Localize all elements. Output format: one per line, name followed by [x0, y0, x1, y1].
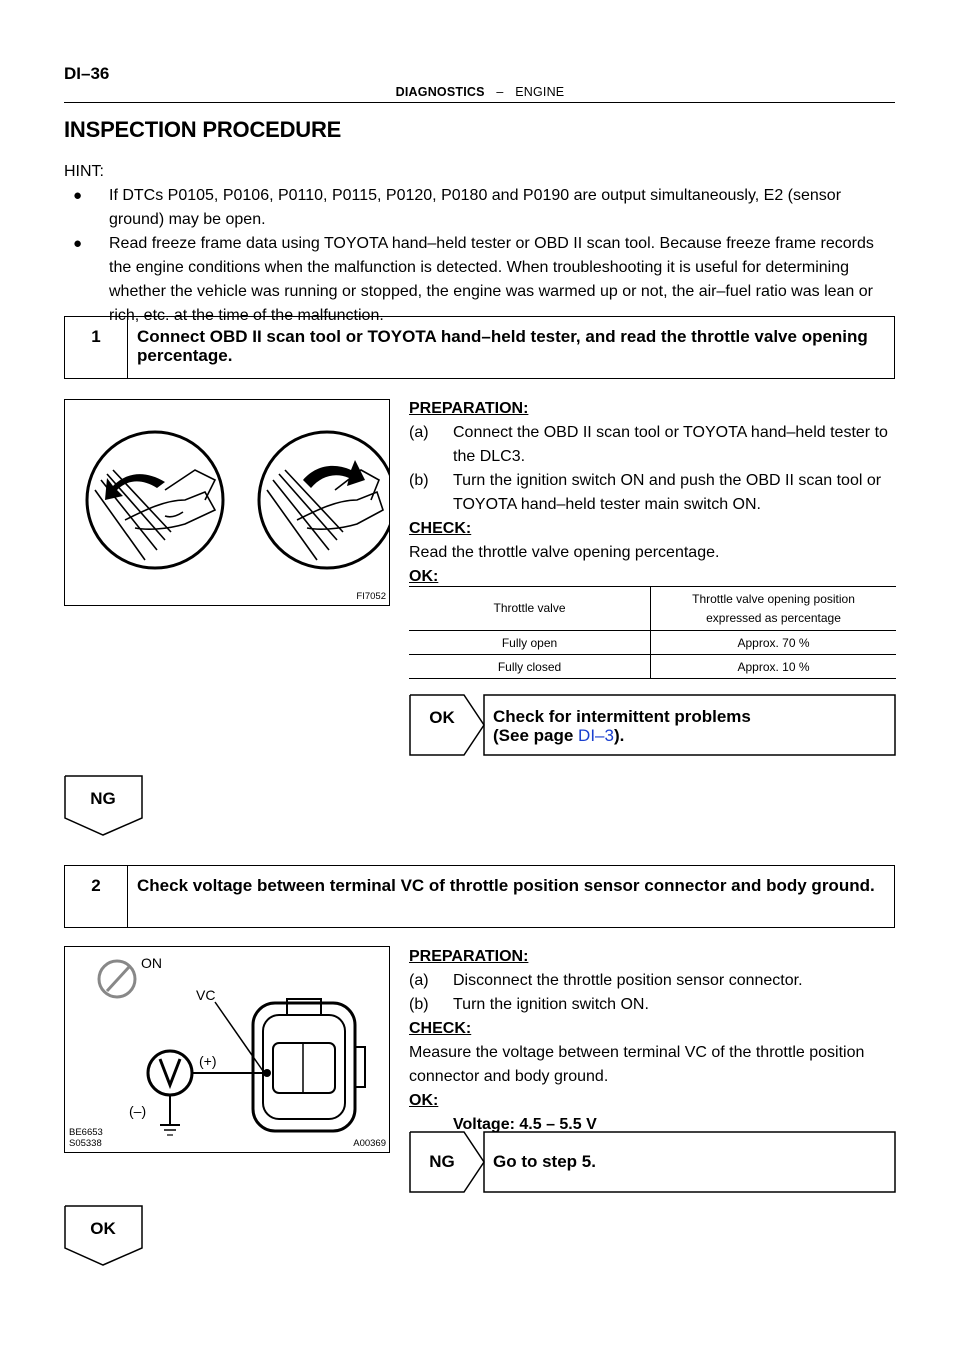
page-number: DI–36: [64, 64, 110, 83]
section-name: DIAGNOSTICS: [395, 85, 485, 99]
flow-label: OK: [90, 1219, 116, 1238]
table-cell: Fully closed: [409, 655, 651, 679]
pedal-figure: [64, 399, 390, 606]
check-text: Read the throttle valve opening percentage.: [409, 544, 720, 561]
bullet-icon: ●: [73, 235, 83, 252]
preparation-label: PREPARATION:: [409, 400, 529, 417]
subsection-name: ENGINE: [515, 85, 565, 99]
voltage-figure: [64, 946, 390, 1153]
accelerator-pedal-illustration: [65, 400, 389, 605]
step-number: 1: [65, 317, 128, 378]
table-header-row: [409, 587, 896, 631]
step-2-header: [64, 865, 895, 928]
figure-code: S05338: [69, 1138, 102, 1149]
on-label: ON: [141, 955, 162, 971]
prep-item: (a) Connect the OBD II scan tool or TOYOTA hand–held tester to the DLC3.: [409, 424, 888, 465]
table-row: [409, 631, 896, 655]
page-title: INSPECTION PROCEDURE: [64, 117, 342, 142]
plus-label: (+): [199, 1053, 217, 1069]
table-cell: Fully open: [409, 631, 651, 655]
ok-value: Voltage: 4.5 – 5.5 V: [453, 1116, 597, 1133]
result-arrow-frame: [409, 1131, 897, 1194]
table-cell: Approx. 10 %: [651, 655, 897, 679]
hint-list: [64, 184, 896, 328]
prep-item: (b) Turn the ignition switch ON and push the OBD II scan tool or TOYOTA hand–held tester main switch ON.: [409, 472, 882, 513]
step-number: 2: [65, 866, 128, 927]
flow-label: NG: [90, 789, 116, 808]
check-text: Measure the voltage between terminal VC of the throttle position connector and body ground.: [409, 1044, 865, 1085]
result-label: OK: [429, 708, 455, 727]
ok-flow-arrow: [64, 1205, 144, 1267]
minus-label: (–): [129, 1103, 147, 1119]
figure-code: FI7052: [356, 591, 386, 602]
preparation-label: PREPARATION:: [409, 948, 529, 965]
figure-code: A00369: [353, 1138, 386, 1149]
header-rule: [64, 102, 895, 103]
result-label: NG: [429, 1152, 455, 1171]
table-header-cell: Throttle valve: [409, 587, 651, 631]
prep-item: (a) Disconnect the throttle position sensor connector.: [409, 972, 803, 989]
ok-result-box: [409, 694, 897, 757]
check-label: CHECK:: [409, 1020, 472, 1037]
prep-item: (b) Turn the ignition switch ON.: [409, 996, 649, 1013]
ok-label: OK:: [409, 1092, 439, 1109]
hint-item: ● Read freeze frame data using TOYOTA hand–held tester or OBD II scan tool. Because freeze frame records the engine conditions when the malfunction is detected. When troubleshooting it is useful for determining whether the vehicle was running or stopped, the engine was warmed up or not, the air–fuel ratio was lean or rich, etc. at the time of the malfunction.: [64, 232, 896, 328]
section-header: [0, 85, 960, 99]
bullet-icon: ●: [73, 187, 83, 204]
table-header-cell: Throttle valve opening position expressed as percentage: [651, 587, 897, 631]
ok-label: OK:: [409, 568, 439, 585]
section-separator: –: [496, 85, 504, 99]
step-1-details: [409, 397, 895, 589]
step-title: Check voltage between terminal VC of throttle position sensor connector and body ground.: [137, 876, 875, 895]
step-1-header: [64, 316, 895, 379]
check-label: CHECK:: [409, 520, 472, 537]
ok-table: [409, 586, 896, 679]
table-row: [409, 655, 896, 679]
step-2-details: [409, 945, 895, 1137]
table-cell: Approx. 70 %: [651, 631, 897, 655]
page-link[interactable]: DI–3: [578, 726, 614, 745]
ng-flow-arrow: [64, 775, 144, 837]
hint-item: ● If DTCs P0105, P0106, P0110, P0115, P0120, P0180 and P0190 are output simultaneously, E2 (sensor ground) may be open.: [64, 184, 896, 232]
step-title: Connect OBD II scan tool or TOYOTA hand–held tester, and read the throttle valve opening percentage.: [137, 327, 868, 365]
vc-label: VC: [196, 987, 216, 1003]
result-text: Go to step 5.: [493, 1152, 596, 1171]
voltmeter-connector-illustration: [65, 947, 389, 1152]
figure-code: BE6653: [69, 1127, 103, 1138]
hint-label: HINT:: [64, 163, 104, 180]
ng-result-box: [409, 1131, 897, 1194]
result-text: Check for intermittent problems (See page DI–3).: [493, 707, 751, 745]
